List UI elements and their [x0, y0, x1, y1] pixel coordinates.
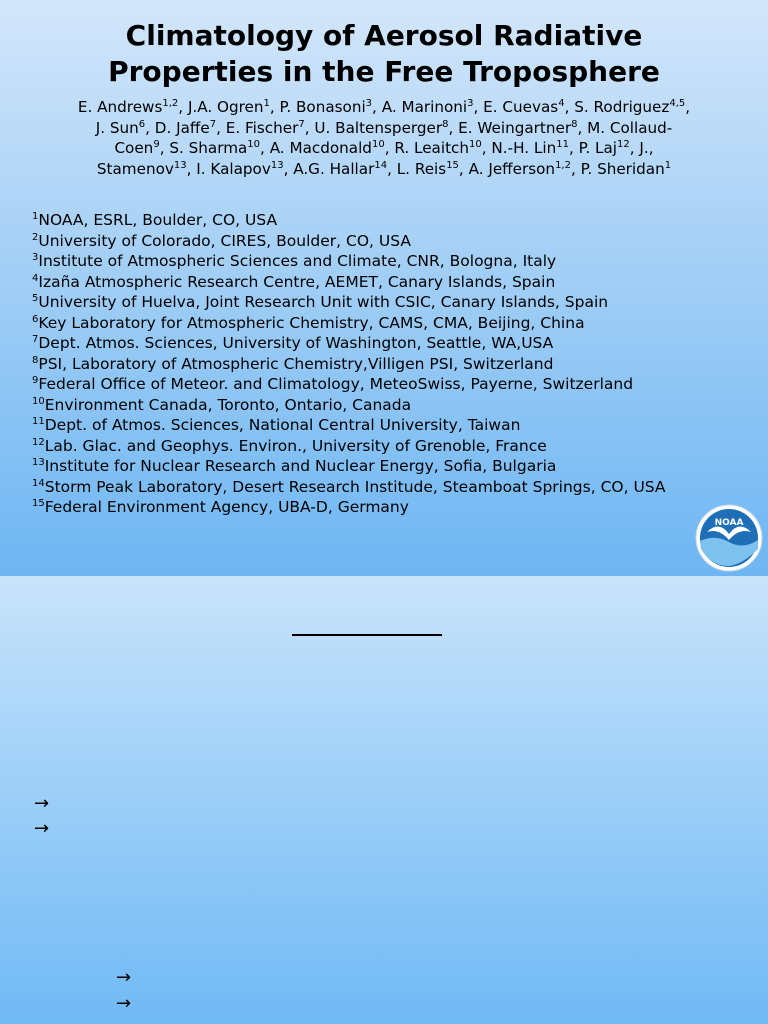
- affiliation-item: [32, 477, 752, 498]
- affiliation-item: [32, 292, 752, 313]
- author-name: I. Kalapov: [196, 159, 271, 178]
- affiliation-item: [32, 456, 752, 477]
- author-affiliation-marker: 10: [371, 139, 385, 150]
- affiliation-text: Institute of Atmospheric Sciences and Climate, CNR, Bologna, Italy: [38, 252, 557, 270]
- affiliation-item: [32, 374, 752, 395]
- author-name: Coen: [114, 139, 154, 157]
- affiliation-item: [32, 272, 752, 293]
- author-name: N.-H. Lin: [491, 139, 557, 157]
- affiliation-number: 9: [32, 375, 39, 386]
- affiliation-text: PSI, Laboratory of Atmospheric Chemistry,Villigen PSI, Switzerland: [38, 354, 554, 373]
- title-line-1: Climatology of Aerosol Radiative: [125, 19, 643, 52]
- author-name: S. Sharma: [169, 139, 248, 157]
- author-name: E. Cuevas: [483, 98, 559, 116]
- author-affiliation-marker: 4,5: [669, 98, 686, 109]
- arrow-icon: →: [116, 993, 132, 1014]
- affiliation-text: Federal Office of Meteor. and Climatology, MeteoSwiss, Payerne, Switzerland: [38, 375, 634, 393]
- poster-title: [0, 18, 768, 90]
- affiliation-item: [32, 354, 752, 375]
- author-name: D. Jaffe: [154, 118, 210, 137]
- affiliation-item: [32, 251, 752, 272]
- author-affiliation-marker: 12: [617, 139, 630, 150]
- affiliation-item: [32, 313, 752, 334]
- author-name: A. Jefferson: [468, 159, 556, 178]
- author-name: E. Fischer: [225, 118, 299, 137]
- arrow-icon: →: [34, 818, 50, 839]
- author-list: [20, 97, 748, 179]
- affiliation-list: [32, 210, 752, 518]
- author-name: A.G. Hallar: [293, 159, 375, 178]
- affiliation-number: 12: [32, 436, 45, 448]
- affiliation-item: [32, 415, 752, 436]
- title-line-2: Properties in the Free Troposphere: [108, 55, 660, 88]
- affiliation-number: 15: [32, 498, 45, 509]
- author-affiliation-marker: 1: [664, 159, 672, 171]
- affiliation-text: Storm Peak Laboratory, Desert Research Institude, Steamboat Springs, CO, USA: [44, 477, 666, 496]
- author-name: P. Sheridan: [580, 159, 665, 178]
- affiliation-item: [32, 210, 752, 231]
- affiliation-number: 8: [32, 354, 39, 366]
- author-name: A. Macdonald: [269, 139, 372, 157]
- second-slide: [0, 576, 768, 1024]
- author-affiliation-marker: 3: [365, 98, 373, 109]
- affiliation-item: [32, 333, 752, 354]
- affiliation-text: Dept. of Atmos. Sciences, National Central University, Taiwan: [44, 416, 521, 434]
- affiliation-text: University of Huelva, Joint Research Unit with CSIC, Canary Islands, Spain: [38, 293, 609, 311]
- author-affiliation-marker: 15: [446, 159, 459, 171]
- affiliation-number: 6: [32, 313, 39, 325]
- author-affiliation-marker: 13: [270, 159, 284, 171]
- affiliation-number: 2: [32, 231, 39, 243]
- affiliation-text: University of Colorado, CIRES, Boulder, CO, USA: [38, 231, 411, 250]
- author-affiliation-marker: 10: [247, 139, 261, 150]
- author-name: P. Laj: [578, 139, 618, 157]
- author-affiliation-marker: 1: [263, 98, 270, 109]
- affiliation-text: Key Laboratory for Atmospheric Chemistry, CAMS, CMA, Beijing, China: [38, 313, 585, 332]
- author-name: S. Rodriguez: [574, 98, 670, 116]
- arrow-icon: →: [116, 967, 132, 988]
- author-affiliation-marker: 9: [153, 139, 160, 150]
- author-name: A. Marinoni: [381, 98, 468, 116]
- author-name: J.A. Ogren: [187, 98, 264, 116]
- affiliation-item: [32, 395, 752, 416]
- affiliation-item: [32, 436, 752, 457]
- author-name: J.: [639, 139, 649, 157]
- affiliation-text: NOAA, ESRL, Boulder, CO, USA: [38, 211, 278, 229]
- affiliation-number: 10: [32, 395, 45, 407]
- author-name: M. Collaud-: [587, 118, 673, 137]
- noaa-logo-icon: [695, 504, 763, 572]
- affiliation-item: [32, 231, 752, 252]
- author-affiliation-marker: 4: [558, 98, 565, 109]
- author-affiliation-marker: 6: [138, 118, 146, 130]
- author-affiliation-marker: 1,2: [162, 98, 179, 109]
- affiliation-text: Institute for Nuclear Research and Nuclear Energy, Sofia, Bulgaria: [44, 457, 557, 475]
- author-name: P. Bonasoni: [279, 98, 366, 116]
- author-affiliation-marker: 8: [571, 118, 578, 130]
- author-name: L. Reis: [396, 159, 447, 178]
- affiliation-text: Izaña Atmospheric Research Centre, AEMET, Canary Islands, Spain: [38, 272, 556, 291]
- author-line: J. Sun$^6$, D. Jaffe$^7$, E. Fischer$^7$, U. Baltensperger$^8$, E. Weingartner$^8$, M. Collaud-: [95, 118, 673, 137]
- author-name: E. Andrews: [77, 98, 163, 116]
- affiliation-number: 14: [32, 477, 45, 489]
- author-affiliation-marker: 13: [173, 159, 187, 171]
- author-affiliation-marker: 14: [374, 159, 388, 171]
- affiliation-text: Lab. Glac. and Geophys. Environ., University of Grenoble, France: [44, 436, 547, 455]
- author-line: E. Andrews$^{1,2}$, J.A. Ogren$^1$, P. Bonasoni$^3$, A. Marinoni$^3$, E. Cuevas$^4$, S. Rodriguez$^{4,5}$,: [77, 98, 691, 116]
- author-affiliation-marker: 7: [209, 118, 217, 130]
- affiliation-number: 7: [32, 334, 39, 345]
- author-affiliation-marker: 8: [442, 118, 449, 130]
- affiliation-number: 1: [32, 211, 39, 222]
- author-line: Coen$^9$, S. Sharma$^{10}$, A. Macdonald$^{10}$, R. Leaitch$^{10}$, N.-H. Lin$^{11}$, P. Laj$^{12}$, J.,: [114, 139, 654, 157]
- author-name: Stamenov: [96, 159, 174, 178]
- author-affiliation-marker: 11: [556, 139, 569, 150]
- affiliation-text: Environment Canada, Toronto, Ontario, Canada: [44, 395, 412, 414]
- affiliation-number: 4: [32, 272, 39, 284]
- arrow-icon: →: [34, 793, 50, 814]
- affiliation-text: Dept. Atmos. Sciences, University of Washington, Seattle, WA,USA: [38, 334, 554, 352]
- affiliation-item: [32, 497, 752, 518]
- affiliation-number: 3: [32, 252, 39, 263]
- author-name: E. Weingartner: [458, 118, 572, 137]
- affiliation-number: 13: [32, 457, 45, 468]
- author-name: U. Baltensperger: [314, 118, 443, 137]
- affiliation-number: 11: [32, 416, 45, 427]
- logo-text: NOAA: [714, 518, 744, 528]
- author-name: R. Leaitch: [394, 139, 470, 157]
- author-affiliation-marker: 10: [469, 139, 482, 150]
- author-affiliation-marker: 1,2: [555, 159, 571, 171]
- author-name: J. Sun: [95, 118, 139, 137]
- affiliation-text: Federal Environment Agency, UBA-D, Germany: [44, 498, 409, 516]
- author-affiliation-marker: 3: [467, 98, 474, 109]
- horizontal-rule: [292, 634, 442, 636]
- author-line: Stamenov$^{13}$, I. Kalapov$^{13}$, A.G. Hallar$^{14}$, L. Reis$^{15}$, A. Jefferson$^{1,2}$, P. Sheridan$^1$: [96, 159, 672, 178]
- affiliation-number: 5: [32, 293, 39, 304]
- author-affiliation-marker: 7: [298, 118, 305, 130]
